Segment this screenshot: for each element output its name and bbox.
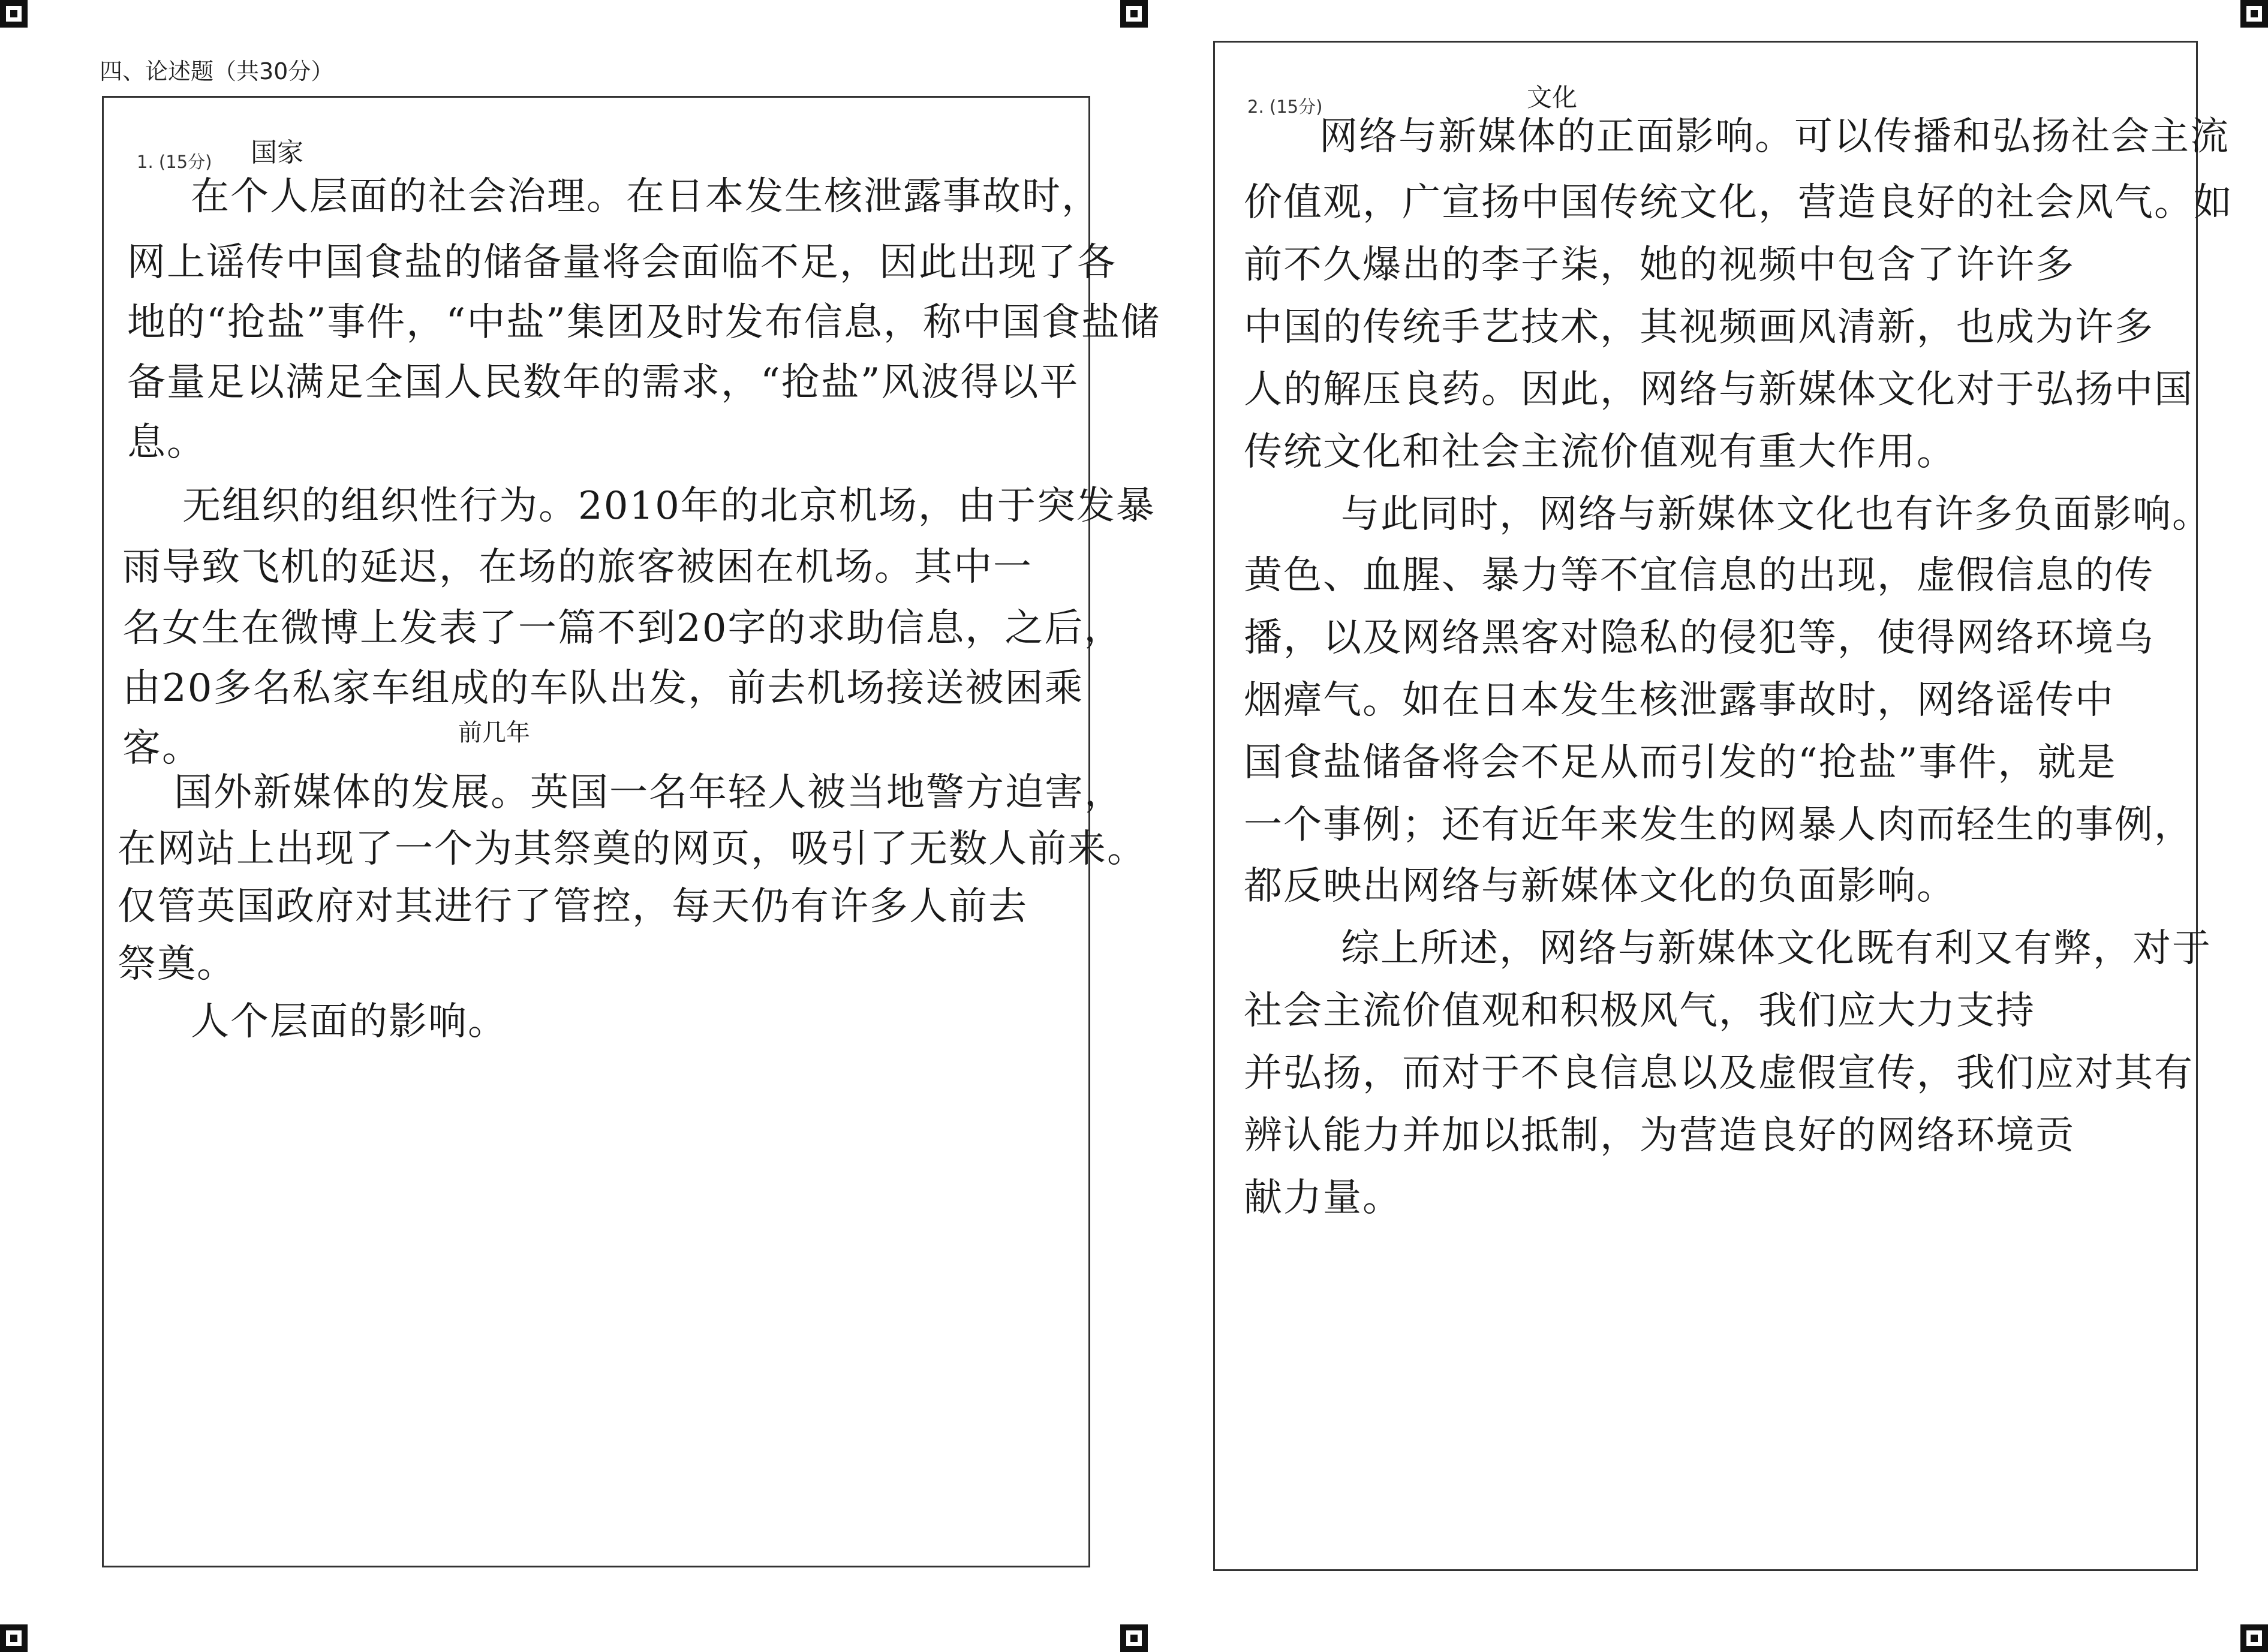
section-title: 四、论述题（共30分） — [100, 58, 334, 85]
q1-line: 名女生在微博上发表了一篇不到20字的求助信息，之后， — [122, 606, 1124, 651]
q2-line: 中国的传统手艺技术，其视频画风清新，也成为许多 — [1244, 305, 2154, 350]
q1-line: 无组织的组织性行为。2010年的北京机场，由于突发暴 — [182, 484, 1156, 528]
q2-line: 人的解压良药。因此，网络与新媒体文化对于弘扬中国 — [1244, 368, 2194, 412]
q2-line: 烟瘴气。如在日本发生核泄露事故时，网络谣传中 — [1244, 678, 2114, 723]
q2-line: 辨认能力并加以抵制，为营造良好的网络环境贡 — [1244, 1114, 2075, 1158]
q1-line: 息。 — [127, 420, 206, 465]
q2-line: 前不久爆出的李子柒，她的视频中包含了许许多 — [1244, 243, 2075, 287]
q2-line: 并弘扬，而对于不良信息以及虚假宣传，我们应对其有 — [1244, 1051, 2194, 1096]
q1-line: 仅管英国政府对其进行了管控，每天仍有许多人前去 — [118, 884, 1028, 929]
q1-insert-note: 前几年 — [458, 719, 530, 747]
q1-line: 备量足以满足全国人民数年的需求，“抢盐”风波得以平 — [127, 360, 1079, 405]
q2-line: 国食盐储备将会不足从而引发的“抢盐”事件，就是 — [1244, 741, 2117, 785]
q1-line: 在网站上出现了一个为其祭奠的网页，吸引了无数人前来。 — [118, 827, 1147, 871]
q1-line: 由20多名私家车组成的车队出发，前去机场接送被困乘 — [122, 666, 1084, 711]
fiducial-marker-bottom-center — [1120, 1624, 1148, 1652]
q1-line: 在个人层面的社会治理。在日本发生核泄露事故时， — [191, 174, 1101, 219]
q1-line: 地的“抢盐”事件，“中盐”集团及时发布信息，称中国食盐储 — [127, 300, 1160, 345]
q1-line: 祭奠。 — [118, 942, 236, 986]
q1-line: 人个层面的影响。 — [191, 1000, 507, 1044]
q2-line: 播，以及网络黑客对隐私的侵犯等，使得网络环境乌 — [1244, 616, 2154, 660]
question-1-label: 1. (15分) — [137, 152, 212, 172]
q1-line: 客。 — [122, 726, 201, 771]
q2-line: 传统文化和社会主流价值观有重大作用。 — [1244, 430, 1956, 474]
fiducial-marker-bottom-right — [2240, 1624, 2268, 1652]
q2-line: 与此同时，网络与新媒体文化也有许多负面影响。 — [1341, 492, 2212, 537]
question-2-label: 2. (15分) — [1247, 97, 1323, 117]
q1-line: 国外新媒体的发展。英国一名年轻人被当地警方迫害， — [174, 771, 1124, 815]
q2-insert-note: 文化 — [1527, 83, 1578, 112]
q1-line: 网上谣传中国食盐的储备量将会面临不足，因此出现了各 — [127, 240, 1117, 285]
fiducial-marker-top-center — [1120, 0, 1148, 28]
q2-line: 一个事例；还有近年来发生的网暴人肉而轻生的事例， — [1244, 803, 2194, 847]
q2-line: 综上所述，网络与新媒体文化既有利又有弊，对于 — [1341, 926, 2212, 971]
q2-line: 都反映出网络与新媒体文化的负面影响。 — [1244, 864, 1956, 908]
q1-line: 雨导致飞机的延迟，在场的旅客被困在机场。其中一 — [122, 545, 1033, 589]
fiducial-marker-top-right — [2240, 0, 2268, 28]
q2-line: 黄色、血腥、暴力等不宜信息的出现，虚假信息的传 — [1244, 553, 2154, 598]
fiducial-marker-top-left — [0, 0, 28, 28]
q1-insert-note: 国家 — [251, 137, 303, 168]
q2-line: 网络与新媒体的正面影响。可以传播和弘扬社会主流 — [1319, 115, 2230, 159]
q2-line: 社会主流价值观和积极风气，我们应大力支持 — [1244, 989, 2035, 1033]
fiducial-marker-bottom-left — [0, 1624, 28, 1652]
q2-line: 价值观，广宣扬中国传统文化，营造良好的社会风气。如 — [1244, 180, 2233, 225]
q2-line: 献力量。 — [1244, 1176, 1402, 1220]
